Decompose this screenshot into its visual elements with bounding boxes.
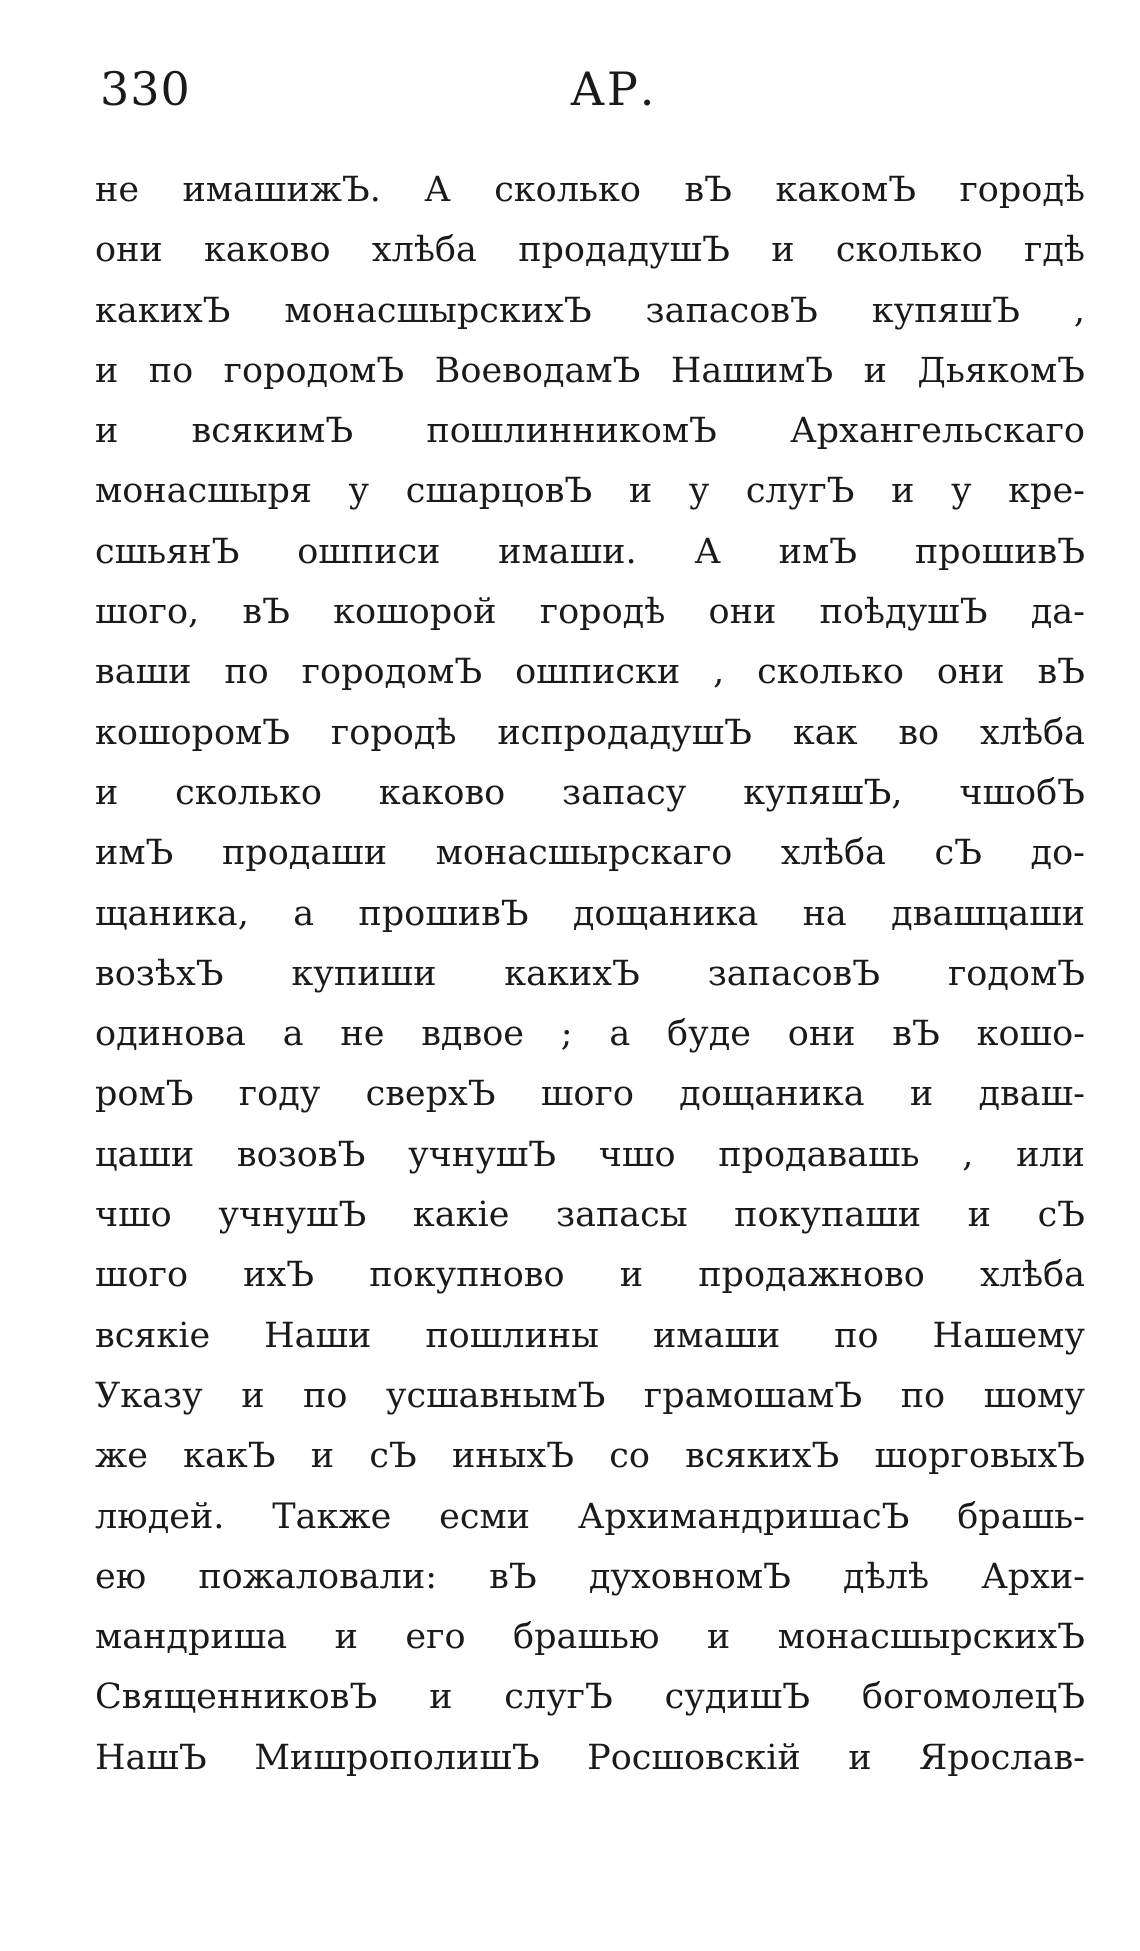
- text-line: мандриша и его брашью и монасшырскихЪ: [95, 1617, 1085, 1658]
- text-line: цаши возовЪ учнушЪ чшо продавашь , или: [95, 1134, 1085, 1175]
- text-line: людей. Также есми АрхимандришасЪ брашь-: [95, 1496, 1085, 1537]
- text-line: ею пожаловали: вЪ духовномЪ дѣлѣ Архи-: [95, 1556, 1085, 1597]
- text-line: имЪ продаши монасшырскаго хлѣба сЪ до-: [95, 833, 1085, 874]
- text-line: ромЪ году сверхЪ шого дощаника и дваш-: [95, 1074, 1085, 1115]
- text-line: и всякимЪ пошлинникомЪ Архангельскаго: [95, 411, 1085, 452]
- text-line: они каково хлѣба продадушЪ и сколько гдѣ: [95, 230, 1085, 271]
- text-line: возѣхЪ купиши какихЪ запасовЪ годомЪ: [95, 953, 1085, 994]
- text-line: щаника, а прошивЪ дощаника на двашцаши: [95, 893, 1085, 934]
- text-line: какихЪ монасшырскихЪ запасовЪ купяшЪ ,: [95, 290, 1085, 331]
- text-line: чшо учнушЪ какіе запасы покупаши и сЪ: [95, 1195, 1085, 1236]
- page-number: 330: [100, 62, 191, 116]
- text-line: СвященниковЪ и слугЪ судишЪ богомолецЪ: [95, 1677, 1085, 1718]
- text-line: ваши по городомЪ ошписки , сколько они вЪ: [95, 652, 1085, 693]
- text-line: шого ихЪ покупново и продажново хлѣба: [95, 1255, 1085, 1296]
- text-line: кошоромЪ городѣ испродадушЪ как во хлѣба: [95, 712, 1085, 753]
- text-line: шого, вЪ кошорой городѣ они поѣдушЪ да-: [95, 592, 1085, 633]
- page-header: [100, 62, 1090, 132]
- text-line: и по городомЪ ВоеводамЪ НашимЪ и ДьякомЪ: [95, 350, 1085, 391]
- text-line: монасшыря у сшарцовЪ и у слугЪ и у кре-: [95, 471, 1085, 512]
- text-line: Указу и по усшавнымЪ грамошамЪ по шому: [95, 1375, 1085, 1416]
- text-line: всякіе Наши пошлины имаши по Нашему: [95, 1315, 1085, 1356]
- running-head: АР.: [570, 62, 657, 116]
- text-line: же какЪ и сЪ иныхЪ со всякихЪ шорговыхЪ: [95, 1436, 1085, 1477]
- text-line: одинова а не вдвое ; а буде они вЪ кошо-: [95, 1014, 1085, 1055]
- text-line: сшьянЪ ошписи имаши. А имЪ прошивЪ: [95, 531, 1085, 572]
- text-line: НашЪ МишрополишЪ Росшовскій и Ярослав-: [95, 1737, 1085, 1778]
- text-line: не имашижЪ. А сколько вЪ какомЪ городѣ: [95, 170, 1085, 210]
- text-line: и сколько каково запасу купяшЪ, чшобЪ: [95, 772, 1085, 813]
- body-text: [95, 160, 1085, 1788]
